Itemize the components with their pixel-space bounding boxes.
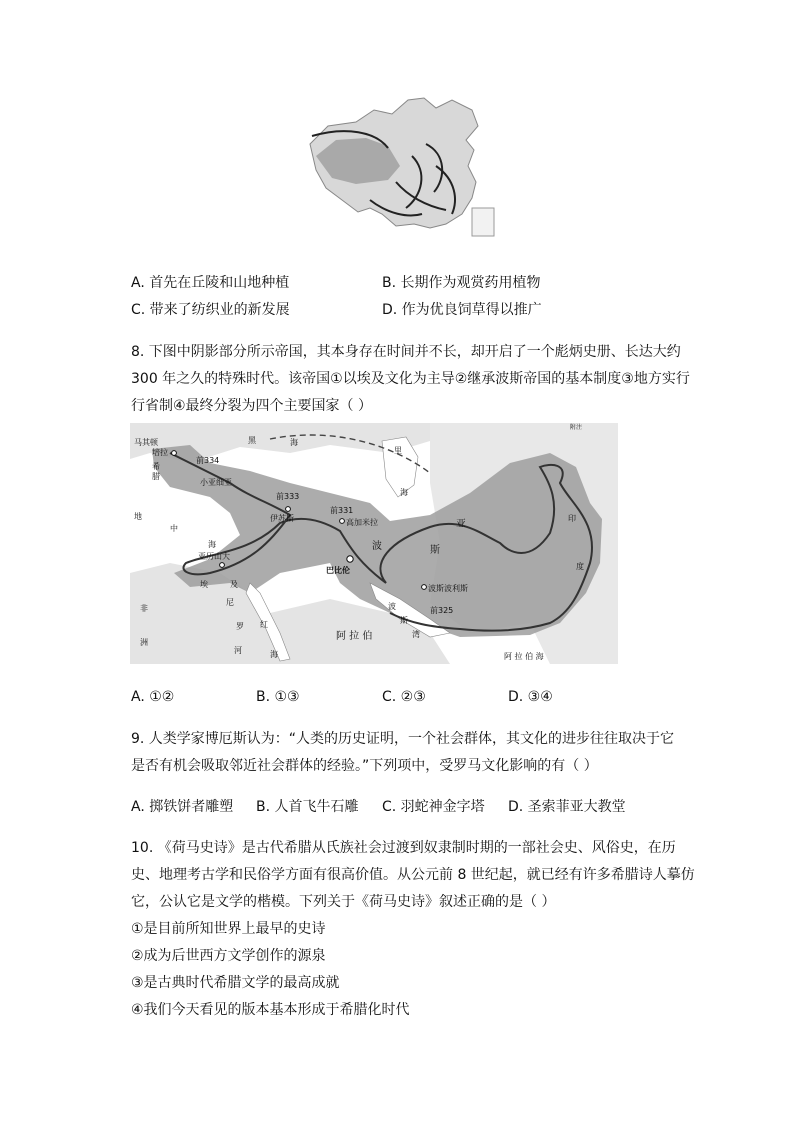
q10-text-line-2: 史、地理考古学和民俗学方面有很高价值。从公元前 8 世纪起，就已经有许多希腊诗人摹仿 bbox=[131, 867, 695, 883]
persepolis-marker bbox=[422, 585, 427, 590]
q9-option-c[interactable]: C. 羽蛇神金字塔 bbox=[382, 799, 485, 815]
label-med-3: 海 bbox=[208, 540, 216, 549]
label-persia-2: 斯 bbox=[430, 545, 440, 556]
q10-statement-4: ④我们今天看见的版本基本形成于希腊化时代 bbox=[131, 1002, 410, 1018]
q9-text-line-2: 是否有机会吸取邻近社会群体的经验。”下列项中，受罗马文化影响的有（ ） bbox=[131, 758, 598, 774]
china-spread-map bbox=[296, 96, 496, 238]
label-black-sea-1: 黑 bbox=[248, 436, 256, 445]
label-macedonia: 马其顿 bbox=[134, 438, 158, 447]
issus-marker bbox=[286, 507, 291, 512]
south-sea-inset bbox=[472, 208, 494, 236]
q7-option-c[interactable]: C. 带来了纺织业的新发展 bbox=[131, 302, 290, 318]
q8-option-b[interactable]: B. ①③ bbox=[256, 689, 300, 705]
label-year-325: 前325 bbox=[430, 606, 454, 615]
label-egypt-2: 及 bbox=[230, 580, 238, 589]
label-persia-3: 亚 bbox=[456, 519, 466, 530]
label-pella: 培拉 bbox=[152, 448, 168, 457]
q9-option-d[interactable]: D. 圣索菲亚大教堂 bbox=[508, 799, 626, 815]
label-nile-3: 河 bbox=[234, 646, 242, 655]
label-gulf-3: 湾 bbox=[412, 630, 420, 639]
label-nile-2: 罗 bbox=[236, 622, 244, 631]
label-alexandria: 亚历山大 bbox=[198, 552, 230, 561]
label-issus: 伊苏斯 bbox=[270, 514, 294, 523]
q10-statement-2: ②成为后世西方文学创作的源泉 bbox=[131, 948, 326, 964]
label-persia-1: 波 bbox=[372, 541, 382, 552]
label-year-331: 前331 bbox=[330, 506, 354, 515]
label-babylon: 巴比伦 bbox=[326, 566, 350, 575]
alexander-empire-map bbox=[130, 423, 618, 664]
label-year-334: 前334 bbox=[196, 456, 220, 465]
label-gaugamela: 高加米拉 bbox=[346, 518, 378, 527]
q10-statement-1: ①是目前所知世界上最早的史诗 bbox=[131, 921, 326, 937]
q8-option-d[interactable]: D. ③④ bbox=[508, 689, 553, 705]
label-india-1: 印 bbox=[568, 514, 576, 523]
label-egypt-1: 埃 bbox=[200, 580, 208, 589]
q8-text-line-3: 行省制④最终分裂为四个主要国家（ ） bbox=[131, 398, 372, 414]
label-caspian-1: 里 bbox=[394, 446, 402, 455]
q9-option-a[interactable]: A. 掷铁饼者雕塑 bbox=[131, 799, 234, 815]
label-black-sea-2: 海 bbox=[290, 438, 298, 447]
q8-text-line-2: 300 年之久的特殊时代。该帝国①以埃及文化为主导②继承波斯帝国的基本制度③地方实行 bbox=[131, 371, 690, 387]
label-arabian-sea: 阿 拉 伯 海 bbox=[504, 652, 544, 661]
q8-text-line-1: 8. 下图中阴影部分所示帝国，其本身存在时间并不长，却开启了一个彪炳史册、长达大约 bbox=[131, 344, 681, 360]
label-med-2: 中 bbox=[170, 524, 178, 533]
label-greece-1: 希 bbox=[152, 462, 160, 471]
q10-text-line-1: 10. 《荷马史诗》是古代希腊从氏族社会过渡到奴隶制时期的一部社会史、风俗史，在历 bbox=[131, 840, 676, 856]
label-red-sea-1: 红 bbox=[260, 620, 268, 629]
label-india-2: 度 bbox=[576, 562, 584, 571]
label-persepolis: 波斯波利斯 bbox=[428, 584, 468, 593]
q7-option-b[interactable]: B. 长期作为观赏药用植物 bbox=[382, 275, 541, 291]
gaugamela-marker bbox=[340, 519, 345, 524]
q7-option-a[interactable]: A. 首先在丘陵和山地种植 bbox=[131, 275, 290, 291]
q7-option-d[interactable]: D. 作为优良饲草得以推广 bbox=[382, 302, 542, 318]
label-gulf-2: 斯 bbox=[400, 616, 408, 625]
label-asia-minor: 小亚细亚 bbox=[200, 478, 232, 487]
label-med-1: 地 bbox=[134, 512, 142, 521]
q8-option-c[interactable]: C. ②③ bbox=[382, 689, 426, 705]
alexandria-marker bbox=[220, 563, 225, 568]
pella-marker bbox=[172, 451, 177, 456]
q10-text-line-3: 它，公认它是文学的楷模。下列关于《荷马史诗》叙述正确的是（ ） bbox=[131, 894, 556, 910]
map-legend-label: 附注 bbox=[570, 424, 583, 431]
label-gulf-1: 波 bbox=[388, 602, 396, 611]
label-arabia: 阿 拉 伯 bbox=[336, 631, 373, 642]
label-africa-1: 非 bbox=[140, 604, 148, 613]
label-africa-2: 洲 bbox=[140, 638, 148, 647]
q9-option-b[interactable]: B. 人首飞牛石雕 bbox=[256, 799, 359, 815]
label-greece-2: 腊 bbox=[152, 472, 160, 481]
q10-statement-3: ③是古典时代希腊文学的最高成就 bbox=[131, 975, 340, 991]
babylon-marker bbox=[347, 556, 353, 562]
label-nile-1: 尼 bbox=[226, 598, 234, 607]
q8-option-a[interactable]: A. ①② bbox=[131, 689, 175, 705]
label-year-333: 前333 bbox=[276, 492, 300, 501]
label-caspian-2: 海 bbox=[400, 488, 408, 497]
q9-text-line-1: 9. 人类学家博厄斯认为：“人类的历史证明，一个社会群体，其文化的进步往往取决于它 bbox=[131, 731, 675, 747]
label-red-sea-2: 海 bbox=[270, 650, 278, 659]
